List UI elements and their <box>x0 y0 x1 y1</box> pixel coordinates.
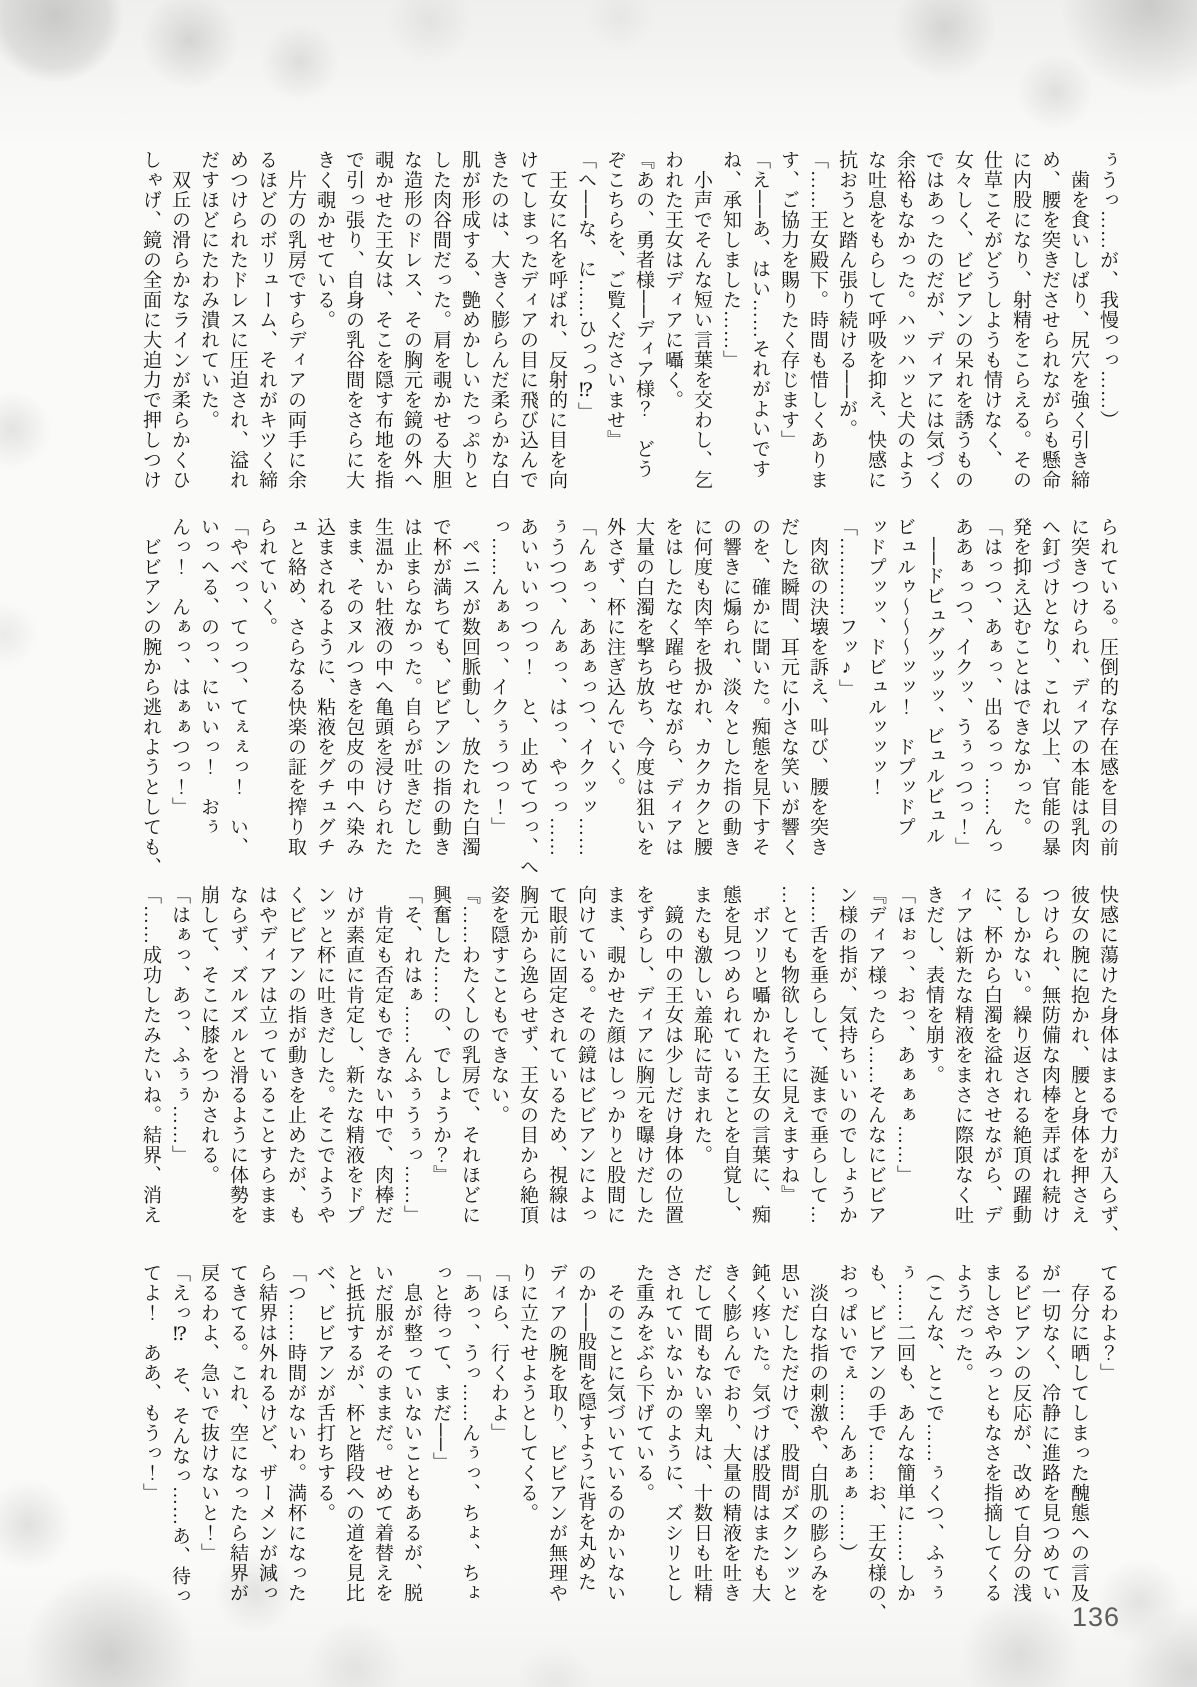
text-line: 「あっ、うっ……んぅっ、ちょ、ちょ <box>459 1263 480 1603</box>
text-line: と抵抗するが、杯と階段への道を見比 <box>343 1263 364 1603</box>
text-line: した肉谷間だった。肩を覗かせる大胆 <box>430 150 451 490</box>
text-line: われた王女はディアに囁く。 <box>662 150 683 410</box>
text-line: べ、ビビアンが舌打ちする。 <box>314 1263 335 1523</box>
text-line: っと待って、まだ──」 <box>430 1263 451 1472</box>
text-line: に内股になり、射精をこらえる。その <box>1010 150 1031 490</box>
text-line: 生温かい牡液の中へ亀頭を浸けられた <box>372 517 393 857</box>
text-line: またも激しい羞恥に苛まれた。 <box>691 885 712 1165</box>
text-line: の響きに煽られ、淡々とした指の動き <box>720 517 741 857</box>
text-line: ペニスが数回脈動し、放たれた白濁 <box>459 517 480 857</box>
text-line: 余裕もなかった。ハッハッと犬のよう <box>894 150 915 490</box>
text-line: 抗おうと踏ん張り続ける──が。 <box>836 150 857 439</box>
text-line: てよ！ ああ、もうっ！」 <box>140 1263 161 1503</box>
text-line: ン様の指が、気持ちいいのでしょうか <box>836 885 857 1225</box>
text-line: ではあったのだが、ディアには気づく <box>923 150 944 490</box>
text-line: 『あの、勇者様──ディア様？ どう <box>633 150 654 479</box>
text-band-1 <box>136 150 1122 495</box>
text-line: 肌が形成する、艶めかしいたっぷりと <box>459 150 480 490</box>
text-line: ビュルゥ～～～ッッ！ ドプッドプ <box>894 517 915 837</box>
text-line: ──ドビュグッッッ、ビュルビュル <box>923 517 944 846</box>
text-line: ね、承知しました……」 <box>720 150 741 370</box>
text-line: 「やべっ、てっつ、てぇぇっ！ い、 <box>227 517 248 857</box>
text-line: ビビアンの腕から逃れようとしても、 <box>140 517 161 877</box>
text-line: されていないかのように、ズシリとし <box>662 1263 683 1603</box>
text-line: まま、そのヌルつきを包皮の中へ染み <box>343 517 364 857</box>
text-line: あいぃいっつっ！ と、止めてつっ、へ <box>517 517 538 877</box>
text-line: ボソリと囁かれた王女の言葉に、痴 <box>749 885 770 1225</box>
text-line: ンッと杯に吐きだした。そこでようや <box>314 885 335 1225</box>
text-line: す、ご協力を賜りたく存じます」 <box>778 150 799 450</box>
text-line: …とても物欲しそうに見えますね』 <box>778 885 799 1205</box>
text-line: 鏡の中の王女は少しだけ身体の位置 <box>662 885 683 1225</box>
text-line: 『ディア様ったら……そんなにビビア <box>865 885 886 1225</box>
text-line: おっぱいでぇ……んあぁぁ……） <box>836 1263 857 1563</box>
text-line: るほどのボリューム、それがキツく締 <box>256 150 277 490</box>
text-line: な造形のドレス、その胸元を鏡の外へ <box>401 150 422 490</box>
text-line: しゃげ、鏡の全面に大迫力で押しつけ <box>140 150 161 490</box>
text-line: られていく。 <box>256 517 277 637</box>
text-line: きく覗かせている。 <box>314 150 335 330</box>
text-line: てきてる。これ、空になったら結界が <box>227 1263 248 1603</box>
text-line: 興奮した……の、でしょうか？』 <box>430 885 451 1185</box>
text-line: 女々しく、ビビアンの呆れを誘うもの <box>952 150 973 490</box>
text-line: 存分に晒してしまった醜態への言及 <box>1068 1263 1089 1603</box>
text-line: るビビアンの反応が、改めて自分の浅 <box>1010 1263 1031 1603</box>
text-line: 双丘の滑らかなラインが柔らかくひ <box>169 150 190 490</box>
text-line: だして間もない睾丸は、十数日も吐精 <box>691 1263 712 1603</box>
text-line: 覗かせた王女は、そこを隠す布地を指 <box>372 150 393 490</box>
text-line: 「え──あ、はい……それがよいです <box>749 150 770 479</box>
text-line: いだ服がそのままだ。せめて着替えを <box>372 1263 393 1603</box>
text-line: 「…………フッ♪」 <box>836 517 857 699</box>
text-line: ぞこちらを、ご覧くださいませ』 <box>604 150 625 450</box>
text-line: きだし、表情を崩す。 <box>923 885 944 1085</box>
text-line: るしかない。繰り返される絶頂の躍動 <box>1010 885 1031 1225</box>
text-line: ュと絡め、さらなる快楽の証を搾り取 <box>285 517 306 857</box>
text-line: 姿を隠すこともできない。 <box>488 885 509 1125</box>
text-line: ようだった。 <box>952 1263 973 1383</box>
text-line: のか──股間を隠すように背を丸めた <box>575 1263 596 1592</box>
text-line: ぅ……二回も、あんな簡単に……しか <box>894 1263 915 1603</box>
text-line: まま、覗かせた顔はしっかりと股間に <box>604 885 625 1225</box>
text-line: へ釘づけとなり、これ以上、官能の暴 <box>1039 517 1060 857</box>
text-line: で引っ張り、自身の乳谷間をさらに大 <box>343 150 364 490</box>
text-line: な吐息をもらして呼吸を抑え、快感に <box>865 150 886 490</box>
text-line: 王女に名を呼ばれ、反射的に目を向 <box>546 150 567 490</box>
text-line: りに立たせようとしてくる。 <box>517 1263 538 1523</box>
text-line: ならず、ズルズルと滑るように体勢を <box>227 885 248 1225</box>
text-line: 淡白な指の刺激や、白肌の膨らみを <box>807 1263 828 1603</box>
text-line: 外さず、杯に注ぎ込んでいく。 <box>604 517 625 797</box>
text-line: 胸元から逸らせず、王女の目から絶頂 <box>517 885 538 1225</box>
text-line: 彼女の腕に抱かれ、腰と身体を押さえ <box>1068 885 1089 1225</box>
text-line: つけられ、無防備な肉棒を弄ばれ続け <box>1039 885 1060 1225</box>
text-line: てるわよ？」 <box>1097 1263 1118 1383</box>
text-line: ッドプッッ、ドビュルッッッ！ <box>865 517 886 797</box>
text-line: けてしまったディアの目に飛び込んで <box>517 150 538 490</box>
text-line: 大量の白濁を撃ち放ち、今度は狙いを <box>633 517 654 857</box>
text-line: が一切なく、冷静に進路を見つめてい <box>1039 1263 1060 1603</box>
text-line: ディアの腕を取り、ビビアンが無理や <box>546 1263 567 1603</box>
text-line: 「そ、れはぁ……んふぅうぅっ……」 <box>401 885 422 1225</box>
text-line: のを、確かに聞いた。痴態を見下すそ <box>749 517 770 857</box>
text-line: ぅうつつ、んぁっ、はっ、やっっ…… <box>546 517 567 857</box>
text-line: 「つ……時間がないわ。満杯になった <box>285 1263 306 1603</box>
text-line: も、ビビアンの手で……お、王女様の、 <box>865 1263 886 1623</box>
text-band-2 <box>136 517 1122 877</box>
text-line: 快感に蕩けた身体はまるで力が入らず、 <box>1097 885 1118 1245</box>
text-line: 「……成功したみたいね。結界、消え <box>140 885 161 1225</box>
text-line: 「はぁっ、あっ、ふぅぅ……」 <box>169 885 190 1165</box>
text-line: て眼前に固定されているため、視線は <box>546 885 567 1225</box>
text-line: だした瞬間、耳元に小さな笑いが響く <box>778 517 799 857</box>
text-line: ぅうっ……が、我慢っっ……） <box>1097 150 1118 430</box>
text-line: くビビアンの指が動きを止めたが、も <box>285 885 306 1225</box>
text-line: んっ！ んぁっ、はぁぁつっ！」 <box>169 517 190 817</box>
text-band-3 <box>136 885 1122 1245</box>
text-line: はやディアは立っていることすらまま <box>256 885 277 1225</box>
text-line: きたのは、大きく膨らんだ柔らかな白 <box>488 150 509 490</box>
text-line: 肉欲の決壊を訴え、叫び、腰を突き <box>807 517 828 857</box>
text-line: で杯が満ちても、ビビアンの指の動き <box>430 517 451 857</box>
text-line: 鈍く疼いた。気づけば股間はまたも大 <box>749 1263 770 1603</box>
text-line: 肯定も否定もできない中で、肉棒だ <box>372 885 393 1225</box>
text-line: いっへる、のっ、にぃいっ！ おぅ <box>198 517 219 837</box>
text-line: に何度も肉竿を扱かれ、カクカクと腰 <box>691 517 712 857</box>
text-line: は止まらなかった。自らが吐きだした <box>401 517 422 857</box>
text-line: 小声でそんな短い言葉を交わし、乞 <box>691 150 712 490</box>
text-line: ら結界は外れるけど、ザーメンが減っ <box>256 1263 277 1603</box>
text-line: め、腰を突きださせられながらも懸命 <box>1039 150 1060 490</box>
text-line: 崩して、そこに膝をつかされる。 <box>198 885 219 1185</box>
text-line: ィアは新たな精液をまさに際限なく吐 <box>952 885 973 1225</box>
text-line: られている。圧倒的な存在感を目の前 <box>1097 517 1118 857</box>
text-line: 「ほぉっ、おっ、あぁぁぁ……」 <box>894 885 915 1185</box>
text-line: 「えっ⁉ そ、そんなっ……あ、待っ <box>169 1263 190 1606</box>
text-line: そのことに気づいているのかいない <box>604 1263 625 1603</box>
text-line: 発を抑え込むことはできなかった。 <box>1010 517 1031 837</box>
text-line: 『……わたくしの乳房で、それほどに <box>459 885 480 1225</box>
text-line: に突きつけられ、ディアの本能は乳肉 <box>1068 517 1089 857</box>
text-line: をずらし、ディアに胸元を曝けだした <box>633 885 654 1225</box>
text-line: 態を見つめられていることを自覚し、 <box>720 885 741 1225</box>
text-line: 息が整っていないこともあるが、脱 <box>401 1263 422 1603</box>
text-line: 戻るわよ、急いで抜けないと！」 <box>198 1263 219 1563</box>
text-line: っ……んぁぁっ、イクぅぅつっ！」 <box>488 517 509 837</box>
text-line: きく膨らんでおり、大量の精液を吐き <box>720 1263 741 1603</box>
text-line: （こんな、とこで……ぅくつ、ふぅぅ <box>923 1263 944 1603</box>
text-line: 「ほら、行くわよ」 <box>488 1263 509 1443</box>
text-line: 片方の乳房ですらディアの両手に余 <box>285 150 306 490</box>
text-line: 込まされるように、粘液をグチュグチ <box>314 517 335 857</box>
text-line: 「へ──な、に……ひっっ⁉」 <box>575 150 596 422</box>
text-line: に、杯から白濁を溢れさせながら、デ <box>981 885 1002 1225</box>
text-line: た重みをぶら下げている。 <box>633 1263 654 1503</box>
text-line: 思いだしただけで、股間がズクンッと <box>778 1263 799 1603</box>
page-number: 136 <box>1071 1602 1120 1632</box>
text-line: 仕草こそがどうしようも情けなく、 <box>981 150 1002 470</box>
text-line: ああぁっつ、イクッ、うぅっつっ！」 <box>952 517 973 857</box>
text-line: だすほどにたわみ潰れていた。 <box>198 150 219 430</box>
text-line: めつけられたドレスに圧迫され、溢れ <box>227 150 248 490</box>
text-line: ……舌を垂らして、涎まで垂らして… <box>807 885 828 1225</box>
text-line: 向けている。その鏡はビビアンによっ <box>575 885 596 1225</box>
text-line: 「はっつ、あぁっ、出るっっ……んっ <box>981 517 1002 857</box>
text-line: 歯を食いしばり、尻穴を強く引き締 <box>1068 150 1089 490</box>
text-line: 「……王女殿下。時間も惜しくありま <box>807 150 828 490</box>
text-line: けが素直に肯定し、新たな精液をドプ <box>343 885 364 1225</box>
text-line: ましさやみっともなさを指摘してくる <box>981 1263 1002 1603</box>
text-line: 「んぁっ、ああぁっつ、イクッッ…… <box>575 517 596 857</box>
text-line: をはしたなく躍らせながら、ディアは <box>662 517 683 857</box>
